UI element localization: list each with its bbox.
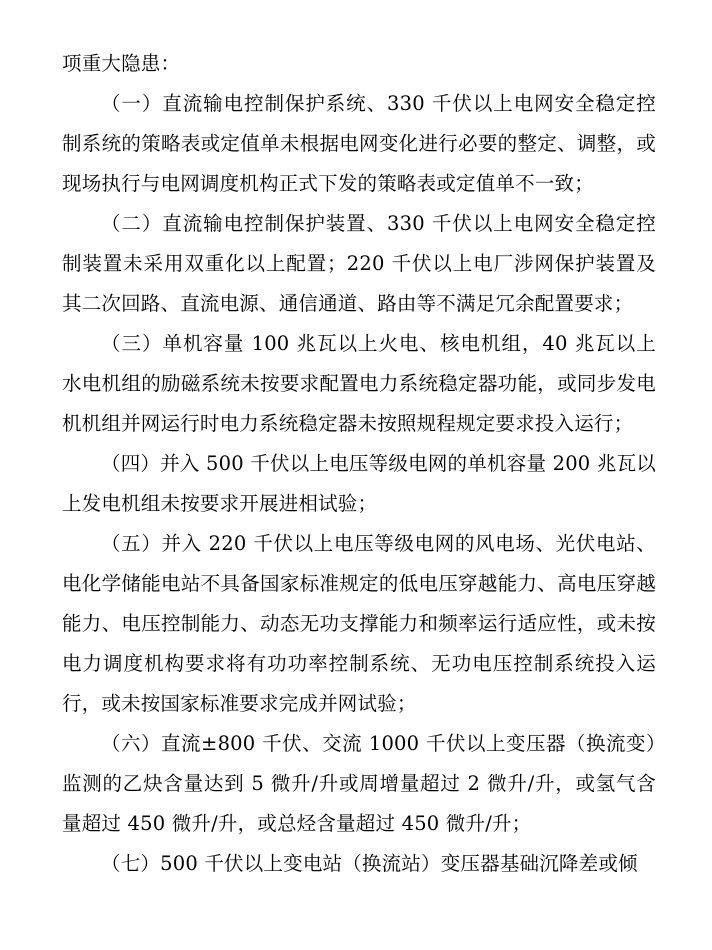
document-body: [62, 44, 656, 884]
paragraph-item-3: （三）单机容量 100 兆瓦以上火电、核电机组，40 兆瓦以上水电机组的励磁系统未按要求配置电力系统稳定器功能，或同步发电机机组并网运行时电力系统稳定器未按照规程规定要求投入运行；: [62, 332, 656, 435]
paragraph-item-5: （五）并入 220 千伏以上电压等级电网的风电场、光伏电站、电化学储能电站不具备国家标准规定的低电压穿越能力、高电压穿越能力、电压控制能力、动态无功支撑能力和频率运行适应性，或未按电力调度机构要求将有功功率控制系统、无功电压控制系统投入运行，或未按国家标准要求完成并网试验；: [62, 532, 656, 715]
paragraph-continuation: 项重大隐患：: [62, 52, 181, 75]
paragraph-item-7: （七）500 千伏以上变电站（换流站）变压器基础沉降差或倾: [101, 852, 638, 875]
paragraph-item-6: （六）直流±800 千伏、交流 1000 千伏以上变压器（换流变）监测的乙炔含量达到 5 微升/升或周增量超过 2 微升/升，或氢气含量超过 450 微升/升，或总烃含量超过 450 微升/升；: [62, 732, 656, 835]
paragraph-item-4: （四）并入 500 千伏以上电压等级电网的单机容量 200 兆瓦以上发电机组未按要求开展进相试验；: [62, 452, 656, 515]
paragraph-item-2: （二）直流输电控制保护装置、330 千伏以上电网安全稳定控制装置未采用双重化以上配置；220 千伏以上电厂涉网保护装置及其二次回路、直流电源、通信通道、路由等不满足冗余配置要求；: [62, 212, 656, 315]
paragraph-item-1: （一）直流输电控制保护系统、330 千伏以上电网安全稳定控制系统的策略表或定值单未根据电网变化进行必要的整定、调整，或现场执行与电网调度机构正式下发的策略表或定值单不一致；: [62, 92, 656, 195]
